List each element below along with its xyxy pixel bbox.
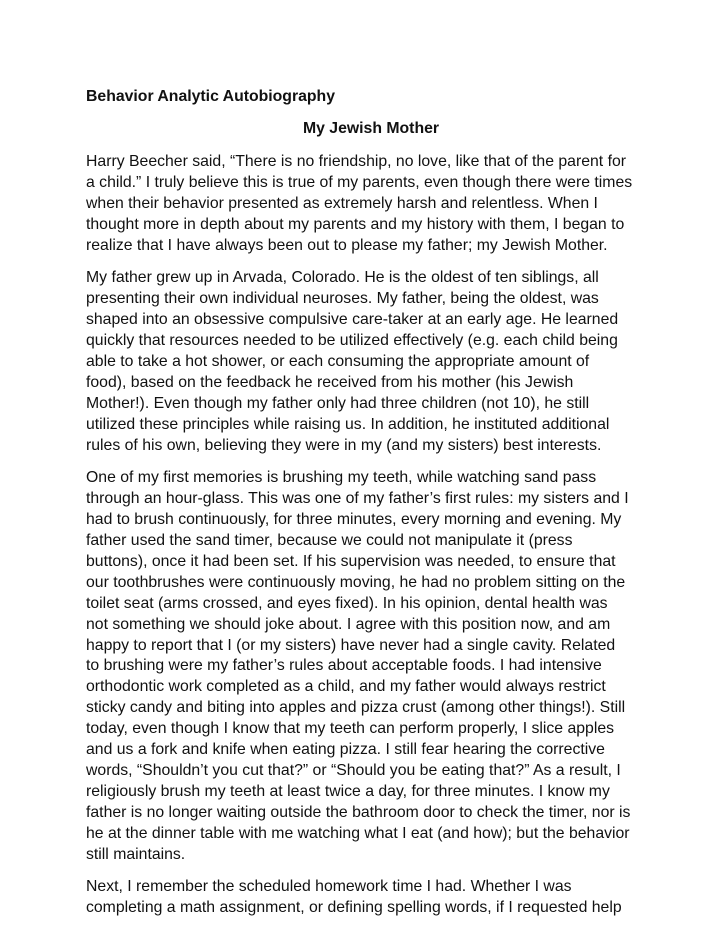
paragraph-1 [86,152,646,256]
text-line: food), based on the feedback he received from his mother (his Jewish [86,373,574,391]
text-line: shaped into an obsessive compulsive care-taker at an early age. He learned [86,311,619,329]
text-line: sticky candy and biting into apples and pizza crust (among other things!). Still [86,699,626,717]
text-line: father used the sand timer, because we could not manipulate it (press [86,532,573,550]
document-heading: Behavior Analytic Autobiography [86,88,335,105]
text-line: One of my first memories is brushing my teeth, while watching sand pass [86,469,597,487]
text-line: words, “Shouldn’t you cut that?” or “Should you be eating that?” As a result, I [86,761,621,779]
text-line: today, even though I know that my teeth can perform properly, I slice apples [86,720,615,738]
paragraph-4 [86,877,646,919]
text-line: orthodontic work completed as a child, and my father would always restrict [86,678,606,696]
text-line: completing a math assignment, or defining spelling words, if I requested help [86,899,622,917]
paragraph-3 [86,468,646,865]
paragraph-2 [86,268,646,456]
text-line: utilized these principles while raising us. In addition, he instituted additional [86,415,610,433]
text-line: Harry Beecher said, “There is no friendship, no love, like that of the parent for [86,153,627,170]
text-line: father is no longer waiting outside the bathroom door to check the timer, nor is [86,803,631,821]
text-line: and us a fork and knife when eating pizza. I still fear hearing the corrective [86,741,605,759]
text-line: had to brush continuously, for three minutes, every morning and evening. My [86,511,622,529]
text-line: realize that I have always been out to please my father; my Jewish Mother. [86,236,608,254]
document-title: My Jewish Mother [302,120,440,137]
text-line: happy to report that I (or my sisters) have never had a single cavity. Related [86,636,616,654]
text-line: toilet seat (arms crossed, and eyes fixed). In his opinion, dental health was [86,594,608,612]
text-line: My father grew up in Arvada, Colorado. He is the oldest of ten siblings, all [86,269,599,287]
text-line: presenting their own individual neuroses. My father, being the oldest, was [86,290,599,308]
text-line: quickly that resources needed to be utilized effectively (e.g. each child being [86,332,618,350]
text-line: Mother!). Even though my father only had three children (not 10), he still [86,394,590,412]
text-line: a child.” I truly believe this is true of my parents, even though there were times [86,173,633,191]
text-line: thought more in depth about my parents and my history with them, I began to [86,215,625,233]
text-line: able to take a hot shower, or each consuming the appropriate amount of [86,353,590,371]
text-line: when their behavior presented as extremely harsh and relentless. When I [86,194,598,212]
text-line: to brushing were my father’s rules about acceptable foods. I had intensive [86,657,602,675]
text-line: Next, I remember the scheduled homework time I had. Whether I was [86,878,572,896]
text-line: our toothbrushes were continuously moving, he had no problem sitting on the [86,573,626,591]
text-line: not something we should joke about. I agree with this position now, and am [86,615,611,633]
text-line: he at the dinner table with me watching what I eat (and how); but the behavior [86,824,630,842]
text-line: religiously brush my teeth at least twice a day, for three minutes. I know my [86,782,610,800]
text-line: still maintains. [86,845,186,863]
text-line: buttons), once it had been set. If his supervision was needed, to ensure that [86,553,616,571]
text-line: rules of his own, believing they were in my (and my sisters) best interests. [86,436,602,454]
document-page [86,87,646,919]
text-line: through an hour-glass. This was one of my father’s first rules: my sisters and I [86,490,629,508]
